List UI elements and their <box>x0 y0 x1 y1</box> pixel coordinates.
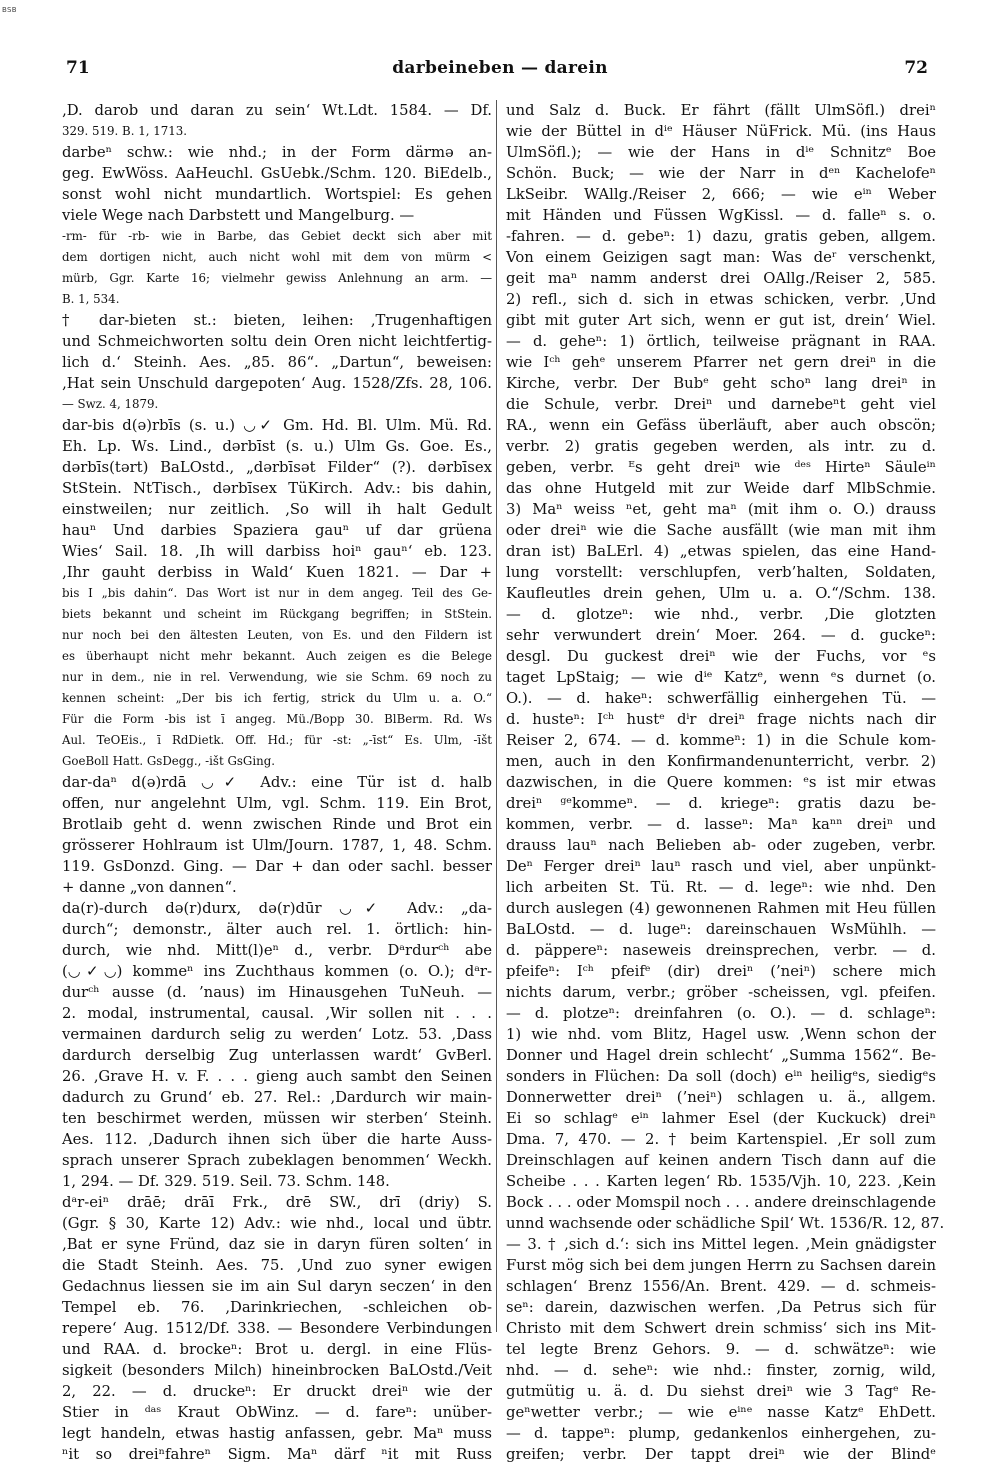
text-line: greifen; verbr. Der tappt dreiⁿ wie der Blindᵉ <box>506 1446 936 1463</box>
text-line: das ohne Hutgeld mit zur Weide darf MlbSchmie. <box>506 480 936 497</box>
text-line: wie Iᶜʰ gehᵉ unserem Pfarrer net gern dreiⁿ in die <box>506 354 936 371</box>
text-line: (◡✓◡) kommeⁿ ins Zuchthaus kommen (o. O.); dᵃr- <box>62 963 492 980</box>
running-header <box>0 58 1000 80</box>
text-line: Kirche, verbr. Der Bubᵉ geht schoⁿ lang dreiⁿ in <box>506 375 936 392</box>
right-column <box>506 100 945 1463</box>
text-line: und Salz d. Buck. Er fährt (fällt UlmSöfl.) dreiⁿ <box>506 102 936 119</box>
text-line: RA., wenn ein Gefäss überläuft, aber auch obscön; <box>506 417 936 434</box>
text-line: O.). — d. hakeⁿ: schwerfällig einhergehen Tü. — <box>506 690 936 707</box>
text-line: Furst mög sich bei dem jungen Herrn zu Sachsen darein <box>506 1257 936 1274</box>
text-line: (Ggr. § 30, Karte 12) Adv.: wie nhd., local und übtr. <box>62 1215 492 1232</box>
text-line: ‚Hat sein Unschuld dargepoten‘ Aug. 1528/Zfs. 28, 106. <box>62 375 492 392</box>
text-line: Gedachnus liessen sie im ain Sul daryn seczen‘ in den <box>62 1278 492 1295</box>
text-line: B. 1, 534. <box>62 292 120 306</box>
text-line: Wies‘ Sail. 18. ‚Ih will darbiss hoiⁿ gauⁿ‘ eb. 123. <box>62 543 492 560</box>
text-line: lich arbeiten St. Tü. Rt. — d. legeⁿ: wie nhd. Den <box>506 879 936 896</box>
text-line: Deⁿ Ferger dreiⁿ lauⁿ rasch und viel, aber unpünkt- <box>506 858 936 875</box>
text-line: BaLOstd. — d. lugeⁿ: dareinschauen WsMühlh. — <box>506 921 936 938</box>
text-line: — d. tappeⁿ: plump, gedankenlos einhergehen, zu- <box>506 1425 936 1442</box>
text-line: dar-bis d(ə)rbīs (s. u.) ◡✓ Gm. Hd. Bl. Ulm. Mü. Rd. <box>62 417 492 434</box>
text-line: lich d.‘ Steinh. Aes. „85. 86“. „Dartun“, beweisen: <box>62 354 492 371</box>
text-line: dadurch zu Grund‘ eb. 27. Rel.: ‚Dardurch wir main- <box>62 1089 492 1106</box>
text-line: nhd. — d. seheⁿ: wie nhd.: finster, zornig, wild, <box>506 1362 936 1379</box>
text-line: hauⁿ Und darbies Spaziera gauⁿ uf dar grüena <box>62 522 492 539</box>
text-line: gibt mit guter Art sich, wenn er gut ist, drein‘ Wiel. <box>506 312 936 329</box>
text-line: Bock . . . oder Momspil noch . . . andere dreinschlagende <box>506 1194 936 1211</box>
text-line: darbeⁿ schw.: wie nhd.; in der Form därmə an- <box>62 144 492 161</box>
text-line: + danne „von dannen“. <box>62 879 237 896</box>
text-line: gutmütig u. ä. d. Du siehst dreiⁿ wie 3 Tagᵉ Re- <box>506 1383 936 1400</box>
text-line: ten beschirmet werden, müssen wir sterben‘ Steinh. <box>62 1110 492 1127</box>
text-line: Dreinschlagen auf keinen andern Tisch dann auf die <box>506 1152 936 1169</box>
page-number-left: 71 <box>66 58 90 78</box>
text-line: Tempel eb. 76. ‚Darinkriechen, -schleichen ob- <box>62 1299 492 1316</box>
text-line: dreiⁿ ᵍᵉkommeⁿ. — d. kriegeⁿ: gratis dazu be- <box>506 795 936 812</box>
text-line: — d. plotzeⁿ: dreinfahren (o. O.). — d. schlageⁿ: <box>506 1005 936 1022</box>
text-line: die Stadt Steinh. Aes. 75. ‚Und zuo syner ewigen <box>62 1257 492 1274</box>
text-line: dem dortigen nicht, auch nicht wohl mit dem von mürm < <box>62 250 492 264</box>
text-line: geit maⁿ namm anderst drei OAllg./Reiser 2, 585. <box>506 270 936 287</box>
text-line: dar-daⁿ d(ə)rdā ◡✓ Adv.: eine Tür ist d. halb <box>62 774 492 791</box>
text-line: † dar-bieten st.: bieten, leihen: ‚Trugenhaftigen <box>62 312 492 329</box>
text-line: GoeBoll Hatt. GsDegg., -išt GsGing. <box>62 754 276 768</box>
text-line: — d. glotzeⁿ: wie nhd., verbr. ‚Die glotzten <box>506 606 936 623</box>
text-line: und Schmeichworten soltu dein Oren nicht leichtfertig- <box>62 333 492 350</box>
text-line: ‚Bat er syne Fründ, daz sie in daryn füren solten‘ in <box>62 1236 492 1253</box>
text-line: pfeifeⁿ: Iᶜʰ pfeifᵉ (dir) dreiⁿ (’neiⁿ) schere mich <box>506 963 936 980</box>
text-line: — 3. † ‚sich d.‘: sich ins Mittel legen. ‚Mein gnädigster <box>506 1236 936 1253</box>
text-line: d. päppereⁿ: naseweis dreinsprechen, verbr. — d. <box>506 942 936 959</box>
text-line: kommen, verbr. — d. lasseⁿ: Maⁿ kaⁿⁿ dreiⁿ und <box>506 816 936 833</box>
text-line: Schön. Buck; — wie der Narr in dᵉⁿ Kachelofeⁿ <box>506 165 936 182</box>
text-line: Aul. TeOEis., ī RdDietk. Off. Hd.; für -st: „-īst“ Es. Ulm, -īšt <box>62 733 492 747</box>
text-line: ⁿit so dreiⁿfahreⁿ Sigm. Maⁿ därf ⁿit mit Russ <box>62 1446 492 1463</box>
text-line: nichts darum, verbr.; gröber -scheissen, vgl. pfeifen. <box>506 984 936 1001</box>
text-line: 1, 294. — Df. 329. 519. Seil. 73. Schm. 148. <box>62 1173 390 1190</box>
text-line: Eh. Lp. Ws. Lind., dərbīst (s. u.) Ulm Gs. Goe. Es., <box>62 438 492 455</box>
text-line: dazwischen, in die Quere kommen: ᵉs ist mir etwas <box>506 774 936 791</box>
library-stamp: BSB <box>2 6 17 14</box>
text-line: ‚D. darob und daran zu sein‘ Wt.Ldt. 1584. — Df. <box>62 102 492 119</box>
text-line: dardurch derselbig Zug unterlassen wardt‘ GvBerl. <box>62 1047 492 1064</box>
text-line: Stier in ᵈᵃˢ Kraut ObWinz. — d. fareⁿ: unüber- <box>62 1404 492 1421</box>
text-line: die Schule, verbr. Dreiⁿ und darnebeⁿt geht viel <box>506 396 936 413</box>
text-line: einstweilen; nur zeitlich. ‚So will ih halt Gedult <box>62 501 492 518</box>
text-line: -fahren. — d. gebeⁿ: 1) dazu, gratis geben, allgem. <box>506 228 936 245</box>
text-line: Christo mit dem Schwert drein schmiss‘ sich ins Mit- <box>506 1320 936 1337</box>
text-line: UlmSöfl.); — wie der Hans in dⁱᵉ Schnitzᵉ Boe <box>506 144 936 161</box>
text-line: 26. ‚Grave H. v. F. . . . gieng auch sambt den Seinen <box>62 1068 492 1085</box>
text-line: dran ist) BaLErl. 4) „etwas spielen, das eine Hand- <box>506 543 936 560</box>
text-line: Aes. 112. ‚Dadurch ihnen sich über die harte Auss- <box>62 1131 492 1148</box>
text-line: sprach unserer Sprach zubeklagen benommen‘ Weckh. <box>62 1152 492 1169</box>
text-line: viele Wege nach Darbstett und Mangelburg. — <box>62 207 415 224</box>
text-line: durch auslegen (4) gewonnenen Rahmen mit Heu füllen <box>506 900 936 917</box>
text-line: Dma. 7, 470. — 2. † beim Kartenspiel. ‚Er soll zum <box>506 1131 936 1148</box>
left-column <box>62 100 492 1463</box>
text-line: unnd wachsende oder schädliche Spil‘ Wt. 1536/R. 12, 87. <box>506 1215 945 1232</box>
text-line: Reiser 2, 674. — d. kommeⁿ: 1) in die Schule kom- <box>506 732 936 749</box>
text-line: verbr. 2) gratis gegeben werden, als intr. zu d. <box>506 438 936 455</box>
text-line: men, auch in den Konfirmandenunterricht, verbr. 2) <box>506 753 936 770</box>
text-line: Von einem Geizigen sagt man: Was deʳ verschenkt, <box>506 249 936 266</box>
text-line: oder dreiⁿ wie die Sache ausfällt (wie man mit ihm <box>506 522 936 539</box>
text-line: Für die Form -bis ist ī angeg. Mü./Bopp 30. BlBerm. Rd. Ws <box>62 712 492 726</box>
text-line: offen, nur angelehnt Ulm, vgl. Schm. 119. Ein Brot, <box>62 795 492 812</box>
text-line: tel legte Brenz Gehors. 9. — d. schwätzeⁿ: wie <box>506 1341 936 1358</box>
text-line: d. husteⁿ: Iᶜʰ hustᵉ dⁱr dreiⁿ frage nichts nach dir <box>506 711 936 728</box>
text-line: vermainen dardurch selig zu werden‘ Lotz. 53. ‚Dass <box>62 1026 492 1043</box>
text-line: drauss lauⁿ nach Belieben ab- oder zugeben, verbr. <box>506 837 936 854</box>
text-line: nur in dem., nie in rel. Verwendung, wie sie Schm. 69 noch zu <box>62 670 492 684</box>
text-line: geg. EwWöss. AaHeuchl. GsUebk./Schm. 120. BiEdelb., <box>62 165 492 182</box>
text-line: Ei so schlagᵉ eⁱⁿ lahmer Esel (der Kuckuck) dreiⁿ <box>506 1110 936 1127</box>
text-line: 119. GsDonzd. Ging. — Dar + dan oder sachl. besser <box>62 858 492 875</box>
text-line: schlagen‘ Brenz 1556/An. Brent. 429. — d. schmeis- <box>506 1278 936 1295</box>
text-line: legt handeln, etwas hastig anfassen, gebr. Maⁿ muss <box>62 1425 492 1442</box>
text-line: seⁿ: darein, dazwischen werfen. ‚Da Petrus sich für <box>506 1299 936 1316</box>
text-line: kennen scheint: „Der bis ich fertig, strick du Ulm u. a. O.“ <box>62 691 492 705</box>
text-line: LkSeibr. WAllg./Reiser 2, 666; — wie eⁱⁿ Weber <box>506 186 936 203</box>
text-line: wie der Büttel in dⁱᵉ Häuser NüFrick. Mü. (ins Haus <box>506 123 936 140</box>
text-line: 1) wie nhd. vom Blitz, Hagel usw. ‚Wenn schon der <box>506 1026 936 1043</box>
text-line: sigkeit (besonders Milch) hineinbrocken BaLOstd./Veit <box>62 1362 492 1379</box>
column-divider <box>496 100 497 1332</box>
text-line: repere‘ Aug. 1512/Df. 338. — Besondere Verbindungen <box>62 1320 492 1337</box>
text-line: dᵃr-eiⁿ drāē; drāī Frk., drē SW., drī (driy) S. <box>62 1194 492 1211</box>
text-line: ‚Ihr gauht derbiss in Wald‘ Kuen 1821. — Dar + <box>62 564 492 581</box>
text-line: mürb, Ggr. Karte 16; vielmehr gewiss Anlehnung an arm. — <box>62 271 492 285</box>
text-line: biets bekannt und scheint im Rückgang begriffen; in StStein. <box>62 607 492 621</box>
text-line: sonders in Flüchen: Da soll (doch) eⁱⁿ heiligᵉs, siedigᵉs <box>506 1068 936 1085</box>
header-title: darbeineben — darein <box>392 58 608 78</box>
text-line: sehr verwundert drein‘ Moer. 264. — d. guckeⁿ: <box>506 627 936 644</box>
text-line: durch“; demonstr., älter auch rel. 1. örtlich: hin- <box>62 921 492 938</box>
text-line: — d. geheⁿ: 1) örtlich, teilweise prägnant in RAA. <box>506 333 936 350</box>
text-line: da(r)-durch də(r)durx, də(r)dūr ◡✓ Adv.: „da- <box>62 900 492 917</box>
text-line: mit Händen und Füssen WgKissl. — d. falleⁿ s. o. <box>506 207 936 224</box>
text-line: taget LpStaig; — wie dⁱᵉ Katzᵉ, wenn ᵉs durnet (o. <box>506 669 936 686</box>
text-line: durch, wie nhd. Mitt(l)eⁿ d., verbr. Dᵃrdurᶜʰ abe <box>62 942 492 959</box>
text-line: sonst wohl nicht mundartlich. Wortspiel: Es gehen <box>62 186 492 203</box>
text-line: geⁿwetter verbr.; — wie eⁱⁿᵉ nasse Katzᵉ EhDett. <box>506 1404 936 1421</box>
text-line: StStein. NtTisch., dərbīsex TüKirch. Adv.: bis dahin, <box>62 480 492 497</box>
text-line: Scheibe . . . Karten legen‘ Rb. 1535/Vjh. 10, 223. ‚Kein <box>506 1173 936 1190</box>
text-line: 2. modal, instrumental, causal. ‚Wir sollen nit . . . <box>62 1005 492 1022</box>
text-line: 2) refl., sich d. sich in etwas schicken, verbr. ‚Und <box>506 291 936 308</box>
text-line: Kaufleutles drein gehen, Ulm u. a. O.“/Schm. 138. <box>506 585 936 602</box>
text-line: 3) Maⁿ weiss ⁿet, geht maⁿ (mit ihm o. O.) drauss <box>506 501 936 518</box>
text-line: desgl. Du guckest dreiⁿ wie der Fuchs, vor ᵉs <box>506 648 936 665</box>
text-line: Donnerwetter dreiⁿ (’neiⁿ) schlagen u. ä., allgem. <box>506 1089 936 1106</box>
text-line: 2, 22. — d. druckeⁿ: Er druckt dreiⁿ wie der <box>62 1383 492 1400</box>
text-line: Donner und Hagel drein schlecht‘ „Summa 1562“. Be- <box>506 1047 936 1064</box>
text-line: grösserer Hohlraum ist Ulm/Journ. 1787, 1, 48. Schm. <box>62 837 492 854</box>
text-line: durᶜʰ ausse (d. ’naus) im Hinausgehen TuNeuh. — <box>62 984 492 1001</box>
text-line: bis I „bis dahin“. Das Wort ist nur in dem angeg. Teil des Ge- <box>62 586 492 600</box>
text-line: -rm- für -rb- wie in Barbe, das Gebiet deckt sich aber mit <box>62 229 492 243</box>
text-line: geben, verbr. ᴱs geht dreiⁿ wie ᵈᵉˢ Hirteⁿ Säuleⁱⁿ <box>506 459 936 476</box>
page-number-right: 72 <box>904 58 928 78</box>
text-line: dərbīs(tərt) BaLOstd., „dərbīsət Filder“ (?). dərbīsex <box>62 459 492 476</box>
text-line: nur noch bei den ältesten Leuten, von Es. und den Fildern ist <box>62 628 492 642</box>
text-line: lung vorstellt: verschlupfen, verb’halten, Soldaten, <box>506 564 936 581</box>
text-line: 329. 519. B. 1, 1713. <box>62 124 187 138</box>
text-line: es überhaupt nicht mehr bekannt. Auch zeigen es die Belege <box>62 649 492 663</box>
text-line: und RAA. d. brockeⁿ: Brot u. dergl. in eine Flüs- <box>62 1341 492 1358</box>
text-line: Brotlaib geht d. wenn zwischen Rinde und Brot ein <box>62 816 492 833</box>
text-line: — Swz. 4, 1879. <box>62 397 159 411</box>
